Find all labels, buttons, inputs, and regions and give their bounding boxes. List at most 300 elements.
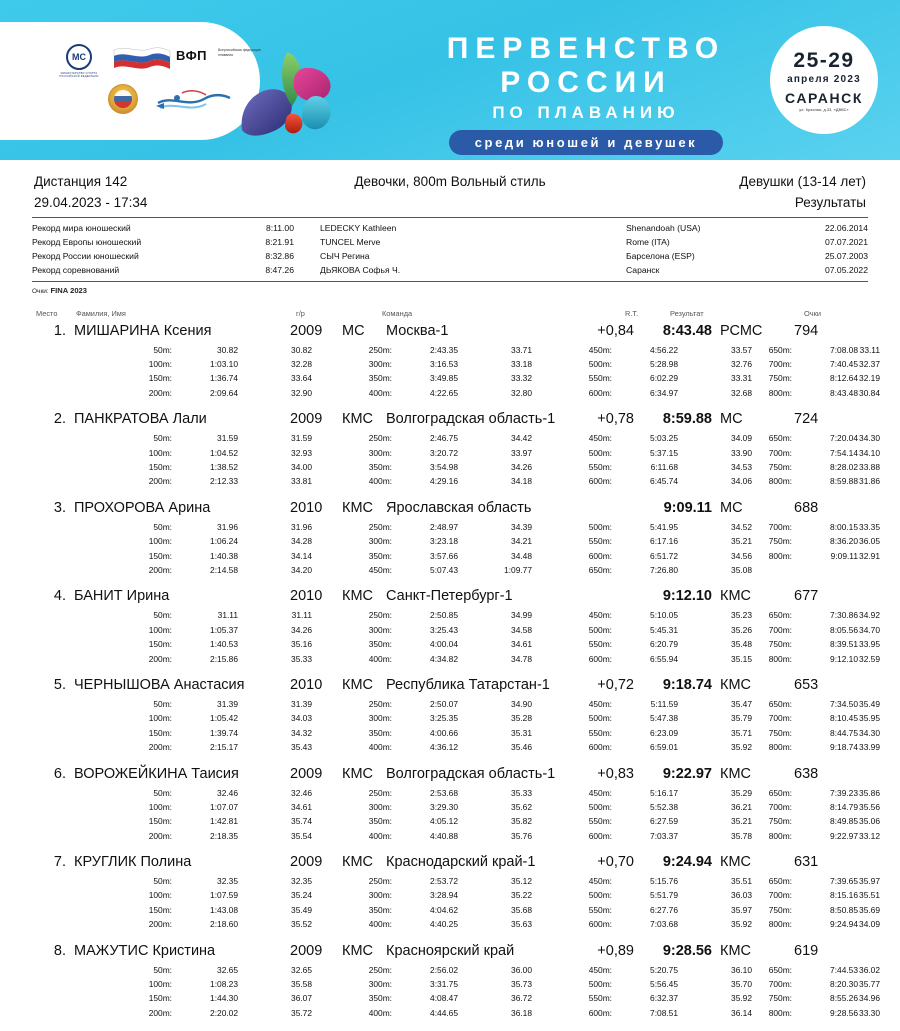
split-segment-time: 32.91 (859, 550, 880, 561)
split-distance: 350m: (368, 373, 392, 384)
split-distance: 450m: (588, 787, 612, 798)
split-distance: 200m: (148, 830, 172, 841)
split-distance: 300m: (368, 979, 392, 990)
record-date: 07.05.2022 (824, 264, 868, 275)
athlete-team: Москва-1 (386, 322, 449, 339)
split-row (32, 476, 880, 490)
result-entry-main (32, 766, 868, 787)
split-cumulative-time: 3:16.53 (430, 359, 458, 370)
points-system-value: FINA 2023 (50, 285, 87, 295)
result-place: 4. (53, 588, 66, 605)
result-entry (32, 942, 880, 1031)
split-cumulative-time: 5:10.05 (650, 610, 678, 621)
split-cumulative-time: 8:20.30 (830, 979, 858, 990)
event-datetime: 29.04.2023 - 17:34 (34, 194, 148, 210)
split-cumulative-time: 6:32.37 (650, 993, 678, 1004)
split-distance: 300m: (368, 359, 392, 370)
split-cumulative-time: 4:40.88 (430, 830, 458, 841)
split-segment-time: 34.61 (511, 639, 532, 650)
split-segment-time: 35.72 (291, 1007, 312, 1018)
athlete-rank: КМС (342, 765, 373, 782)
record-row (32, 250, 868, 264)
split-segment-time: 32.68 (731, 387, 752, 398)
split-segment-time: 35.23 (731, 610, 752, 621)
split-segment-time: 33.30 (859, 1007, 880, 1018)
split-cumulative-time: 32.35 (217, 876, 238, 887)
split-segment-time: 33.90 (731, 447, 752, 458)
split-distance: 300m: (368, 713, 392, 724)
split-cumulative-time: 7:08.08 (830, 344, 858, 355)
split-segment-time: 35.24 (291, 890, 312, 901)
split-times (32, 787, 880, 846)
result-entry-main (32, 323, 868, 344)
split-distance: 400m: (368, 476, 392, 487)
split-distance: 500m: (588, 890, 612, 901)
split-segment-time: 32.59 (859, 653, 880, 664)
split-segment-time: 35.16 (291, 639, 312, 650)
split-cumulative-time: 4:00.04 (430, 639, 458, 650)
split-row (32, 344, 880, 359)
split-distance: 500m: (588, 979, 612, 990)
split-cumulative-time: 2:14.58 (210, 564, 238, 575)
fina-points: 653 (794, 676, 819, 693)
split-cumulative-time: 1:07.59 (210, 890, 238, 901)
split-distance: 300m: (368, 890, 392, 901)
column-header-points: Очки (804, 308, 821, 318)
split-distance: 550m: (588, 816, 612, 827)
split-cumulative-time: 1:05.37 (210, 624, 238, 635)
split-segment-time: 33.31 (731, 373, 752, 384)
result-entry-spacer (32, 757, 868, 766)
event-name: Девочки, 800m Вольный стиль (354, 174, 546, 189)
split-cumulative-time: 2:50.85 (430, 610, 458, 621)
split-cumulative-time: 8:15.16 (830, 890, 858, 901)
split-segment-time: 35.95 (859, 713, 880, 724)
split-segment-time: 33.32 (511, 373, 532, 384)
split-distance: 50m: (153, 521, 172, 532)
split-cumulative-time: 4:00.66 (430, 727, 458, 738)
split-distance: 100m: (148, 447, 172, 458)
fina-points: 638 (794, 765, 819, 782)
split-distance: 700m: (768, 521, 792, 532)
split-distance: 800m: (768, 476, 792, 487)
split-times (32, 433, 880, 491)
split-segment-time: 36.07 (291, 993, 312, 1004)
points-system-label: Очки: (32, 287, 49, 295)
split-row (32, 653, 880, 668)
swimming-federation-mark-icon (154, 86, 232, 114)
split-segment-time: 34.21 (511, 536, 532, 547)
split-cumulative-time: 6:34.97 (650, 387, 678, 398)
split-distance: 650m: (768, 787, 792, 798)
split-segment-time: 32.65 (291, 964, 312, 975)
split-distance: 450m: (368, 564, 392, 575)
athlete-birth-year: 2009 (290, 854, 323, 871)
split-distance: 800m: (768, 550, 792, 561)
column-header-rt: R.T. (625, 308, 639, 318)
athlete-team: Краснодарский край-1 (386, 854, 536, 871)
championship-wave-logo-icon (232, 30, 362, 160)
split-segment-time: 35.47 (731, 698, 752, 709)
record-date: 22.06.2014 (824, 223, 868, 233)
split-segment-time: 36.03 (731, 890, 752, 901)
split-cumulative-time: 5:15.76 (650, 876, 678, 887)
split-distance: 50m: (153, 698, 172, 709)
split-cumulative-time: 8:43.48 (830, 387, 858, 398)
split-row (32, 816, 880, 830)
split-distance: 600m: (588, 387, 612, 398)
split-distance: 400m: (368, 830, 392, 841)
split-cumulative-time: 9:18.74 (830, 742, 858, 753)
fina-points: 631 (794, 854, 819, 871)
athlete-birth-year: 2009 (290, 942, 323, 959)
split-cumulative-time: 2:18.35 (210, 830, 238, 841)
split-segment-time: 33.99 (859, 742, 880, 753)
split-cumulative-time: 8:00.15 (830, 521, 858, 532)
reaction-time: +0,84 (597, 322, 634, 339)
banner-title-line2: РОССИИ (500, 66, 672, 99)
record-place: Барселона (ESP) (626, 250, 695, 261)
split-segment-time: 35.58 (291, 979, 312, 990)
split-cumulative-time: 8:36.20 (830, 536, 858, 547)
split-distance: 450m: (588, 698, 612, 709)
split-segment-time: 30.82 (291, 344, 312, 355)
record-label: Рекорд мира юношеский (32, 223, 131, 233)
achieved-norm: МС (720, 499, 743, 516)
split-cumulative-time: 1:40.38 (210, 550, 238, 561)
result-entry-spacer (32, 491, 868, 500)
split-segment-time: 33.35 (859, 521, 880, 532)
split-cumulative-time: 4:34.82 (430, 653, 458, 664)
split-segment-time: 35.33 (291, 653, 312, 664)
split-distance: 50m: (153, 344, 172, 355)
split-distance: 350m: (368, 727, 392, 738)
split-distance: 400m: (368, 387, 392, 398)
split-distance: 750m: (768, 373, 792, 384)
column-header-result: Результат (670, 308, 704, 318)
split-cumulative-time: 6:45.74 (650, 476, 678, 487)
split-segment-time: 35.46 (511, 742, 532, 753)
result-entry-spacer (32, 845, 868, 854)
split-cumulative-time: 4:22.65 (430, 387, 458, 398)
split-segment-time: 34.26 (511, 462, 532, 473)
split-cumulative-time: 3:28.94 (430, 890, 458, 901)
split-row (32, 639, 880, 653)
fina-points: 688 (794, 499, 819, 516)
split-segment-time: 35.97 (731, 904, 752, 915)
split-segment-time: 35.22 (511, 890, 532, 901)
split-segment-time: 34.61 (291, 801, 312, 812)
split-segment-time: 35.21 (731, 816, 752, 827)
split-distance: 250m: (368, 876, 392, 887)
split-segment-time: 36.14 (731, 1007, 752, 1018)
split-cumulative-time: 1:07.07 (210, 801, 238, 812)
split-distance: 350m: (368, 816, 392, 827)
split-distance: 50m: (153, 787, 172, 798)
split-distance: 600m: (588, 653, 612, 664)
split-row (32, 610, 880, 624)
split-cumulative-time: 8:39.51 (830, 639, 858, 650)
split-distance: 750m: (768, 727, 792, 738)
split-segment-time: 35.86 (859, 787, 880, 798)
athlete-rank: КМС (342, 854, 373, 871)
split-cumulative-time: 7:03.68 (650, 919, 678, 930)
split-row (32, 830, 880, 845)
results-label: Результаты (794, 194, 866, 210)
split-distance: 300m: (368, 624, 392, 635)
split-segment-time: 35.43 (291, 742, 312, 753)
result-entry (32, 411, 880, 500)
split-segment-time: 32.37 (859, 359, 880, 370)
athlete-name: ВОРОЖЕЙКИНА Таисия (74, 765, 239, 782)
split-row (32, 979, 880, 993)
split-distance: 700m: (768, 801, 792, 812)
record-place: Shenandoah (USA) (626, 223, 701, 233)
split-cumulative-time: 3:20.72 (430, 447, 458, 458)
split-cumulative-time: 3:57.66 (430, 550, 458, 561)
split-cumulative-time: 8:05.56 (830, 624, 858, 635)
split-row (32, 536, 880, 550)
result-entry (32, 588, 880, 677)
split-cumulative-time: 9:24.94 (830, 919, 858, 930)
split-cumulative-time: 8:12.64 (830, 373, 858, 384)
athlete-team: Волгоградская область-1 (386, 411, 556, 428)
split-cumulative-time: 4:40.25 (430, 919, 458, 930)
split-cumulative-time: 2:12.33 (210, 476, 238, 487)
split-cumulative-time: 6:27.59 (650, 816, 678, 827)
split-times (32, 698, 880, 757)
split-distance: 550m: (588, 462, 612, 473)
split-cumulative-time: 8:44.75 (830, 727, 858, 738)
split-segment-time: 34.30 (859, 433, 880, 444)
split-distance: 100m: (148, 359, 172, 370)
split-segment-time: 36.02 (859, 964, 880, 975)
split-row (32, 801, 880, 816)
split-distance: 800m: (768, 387, 792, 398)
split-distance: 50m: (153, 876, 172, 887)
fina-points: 794 (794, 322, 819, 339)
split-cumulative-time: 2:15.17 (210, 742, 238, 753)
split-cumulative-time: 5:16.17 (650, 787, 678, 798)
athlete-team: Республика Татарстан-1 (386, 676, 550, 693)
split-distance: 100m: (148, 624, 172, 635)
split-cumulative-time: 1:03.10 (210, 359, 238, 370)
split-distance: 200m: (148, 742, 172, 753)
banner-title-line1: ПЕРВЕНСТВО (446, 32, 726, 65)
split-cumulative-time: 8:10.45 (830, 713, 858, 724)
split-segment-time: 35.82 (511, 816, 532, 827)
result-entry (32, 676, 880, 766)
split-row (32, 1007, 880, 1022)
split-cumulative-time: 6:20.79 (650, 639, 678, 650)
split-distance: 450m: (588, 344, 612, 355)
split-segment-time: 35.63 (511, 919, 532, 930)
split-distance: 750m: (768, 816, 792, 827)
split-distance: 150m: (148, 816, 172, 827)
split-cumulative-time: 5:45.31 (650, 624, 678, 635)
split-distance: 150m: (148, 727, 172, 738)
split-segment-time: 32.19 (859, 373, 880, 384)
split-cumulative-time: 3:31.75 (430, 979, 458, 990)
banner-title-line4: среди юношей и девушек (449, 130, 724, 155)
split-distance: 100m: (148, 713, 172, 724)
split-distance: 750m: (768, 904, 792, 915)
split-segment-time: 35.26 (731, 624, 752, 635)
split-segment-time: 36.18 (511, 1007, 532, 1018)
split-distance: 200m: (148, 387, 172, 398)
split-cumulative-time: 1:04.52 (210, 447, 238, 458)
split-cumulative-time: 3:49.85 (430, 373, 458, 384)
split-cumulative-time: 1:40.53 (210, 639, 238, 650)
final-result: 9:22.97 (662, 765, 712, 782)
split-distance: 550m: (588, 373, 612, 384)
split-cumulative-time: 8:50.85 (830, 904, 858, 915)
achieved-norm: КМС (720, 765, 751, 782)
split-segment-time: 30.84 (859, 387, 880, 398)
split-segment-time: 35.06 (859, 816, 880, 827)
split-segment-time: 33.11 (859, 344, 880, 355)
split-distance: 700m: (768, 624, 792, 635)
split-cumulative-time: 6:11.68 (650, 462, 678, 473)
split-cumulative-time: 8:14.79 (830, 801, 858, 812)
achieved-norm: МС (720, 411, 743, 428)
split-cumulative-time: 5:56.45 (650, 979, 678, 990)
split-distance: 650m: (768, 876, 792, 887)
records-table (32, 222, 868, 278)
athlete-name: МАЖУТИС Кристина (74, 942, 216, 959)
split-cumulative-time: 4:44.65 (430, 1007, 458, 1018)
split-row (32, 713, 880, 727)
split-cumulative-time: 5:47.38 (650, 713, 678, 724)
split-times (32, 521, 880, 580)
event-banner (0, 0, 900, 160)
split-segment-time: 33.88 (859, 462, 880, 473)
split-segment-time: 35.92 (731, 742, 752, 753)
split-segment-time: 36.72 (511, 993, 532, 1004)
split-cumulative-time: 2:48.97 (430, 521, 458, 532)
russian-flag-icon (112, 46, 172, 74)
split-segment-time: 33.71 (511, 344, 532, 355)
split-cumulative-time: 9:22.97 (830, 830, 858, 841)
banner-venue: ул. Красная, д.33, «ДВВС» (799, 107, 849, 112)
split-segment-time: 34.09 (859, 919, 880, 930)
split-distance: 700m: (768, 359, 792, 370)
record-place: Rome (ITA) (626, 236, 670, 247)
split-cumulative-time: 4:36.12 (430, 742, 458, 753)
athlete-birth-year: 2009 (290, 765, 323, 782)
split-distance: 800m: (768, 1007, 792, 1018)
split-distance: 400m: (368, 742, 392, 753)
split-distance: 600m: (588, 919, 612, 930)
split-distance: 650m: (768, 344, 792, 355)
result-entry-main (32, 854, 868, 875)
split-segment-time: 35.78 (731, 830, 752, 841)
split-segment-time: 35.70 (731, 979, 752, 990)
split-segment-time: 35.29 (731, 787, 752, 798)
split-distance: 150m: (148, 462, 172, 473)
split-segment-time: 35.48 (731, 639, 752, 650)
results-column-headers (32, 309, 868, 323)
split-distance: 550m: (588, 993, 612, 1004)
split-row (32, 550, 880, 565)
result-entry-main (32, 411, 868, 432)
split-distance: 600m: (588, 550, 612, 561)
age-category: Девушки (13-14 лет) (739, 174, 866, 189)
split-cumulative-time: 7:54.14 (830, 447, 858, 458)
split-segment-time: 32.28 (291, 359, 312, 370)
split-segment-time: 35.49 (291, 904, 312, 915)
vfp-full-name: Всероссийская федерация плавания (218, 48, 261, 58)
split-distance: 750m: (768, 462, 792, 473)
final-result: 8:43.48 (662, 322, 712, 339)
split-distance: 500m: (588, 624, 612, 635)
split-row (32, 698, 880, 713)
final-result: 8:59.88 (662, 411, 712, 428)
split-cumulative-time: 1:42.81 (210, 816, 238, 827)
split-row (32, 462, 880, 476)
split-cumulative-time: 1:05.42 (210, 713, 238, 724)
split-cumulative-time: 6:23.09 (650, 727, 678, 738)
split-segment-time: 35.92 (731, 993, 752, 1004)
banner-title-line3: ПО ПЛАВАНИЮ (492, 103, 680, 122)
split-cumulative-time: 31.96 (217, 521, 238, 532)
split-cumulative-time: 7:26.80 (650, 564, 678, 575)
split-cumulative-time: 7:08.51 (650, 1007, 678, 1018)
result-entry-spacer (32, 668, 868, 677)
split-distance: 250m: (368, 787, 392, 798)
split-segment-time: 35.71 (731, 727, 752, 738)
record-holder: LEDECKY Kathleen (320, 223, 397, 233)
records-bottom-divider (32, 281, 868, 282)
split-distance: 800m: (768, 830, 792, 841)
split-distance: 400m: (368, 1007, 392, 1018)
split-cumulative-time: 2:09.64 (210, 387, 238, 398)
split-cumulative-time: 1:08.23 (210, 979, 238, 990)
split-segment-time: 35.92 (731, 919, 752, 930)
split-cumulative-time: 2:15.86 (210, 653, 238, 664)
split-cumulative-time: 31.11 (217, 610, 238, 621)
reaction-time: +0,83 (597, 765, 634, 782)
split-cumulative-time: 32.46 (217, 787, 238, 798)
split-distance: 150m: (148, 639, 172, 650)
column-header-team: Команда (382, 308, 413, 318)
athlete-rank: КМС (342, 411, 373, 428)
result-place: 7. (53, 854, 66, 871)
split-distance: 700m: (768, 979, 792, 990)
fina-points: 724 (794, 411, 819, 428)
split-distance: 500m: (588, 801, 612, 812)
split-cumulative-time: 4:05.12 (430, 816, 458, 827)
split-segment-time: 35.21 (731, 536, 752, 547)
split-distance: 700m: (768, 890, 792, 901)
record-row (32, 264, 868, 278)
final-result: 9:18.74 (662, 676, 712, 693)
split-segment-time: 35.08 (731, 564, 752, 575)
split-row (32, 876, 880, 890)
split-segment-time: 34.58 (511, 624, 532, 635)
split-row (32, 624, 880, 639)
athlete-birth-year: 2010 (290, 499, 323, 516)
record-place: Саранск (626, 264, 660, 275)
split-segment-time: 34.28 (291, 536, 312, 547)
split-cumulative-time: 5:37.15 (650, 447, 678, 458)
split-segment-time: 36.00 (511, 964, 532, 975)
split-distance: 750m: (768, 639, 792, 650)
split-distance: 800m: (768, 919, 792, 930)
split-cumulative-time: 7:34.50 (830, 698, 858, 709)
athlete-birth-year: 2010 (290, 588, 323, 605)
split-segment-time: 34.09 (731, 433, 752, 444)
